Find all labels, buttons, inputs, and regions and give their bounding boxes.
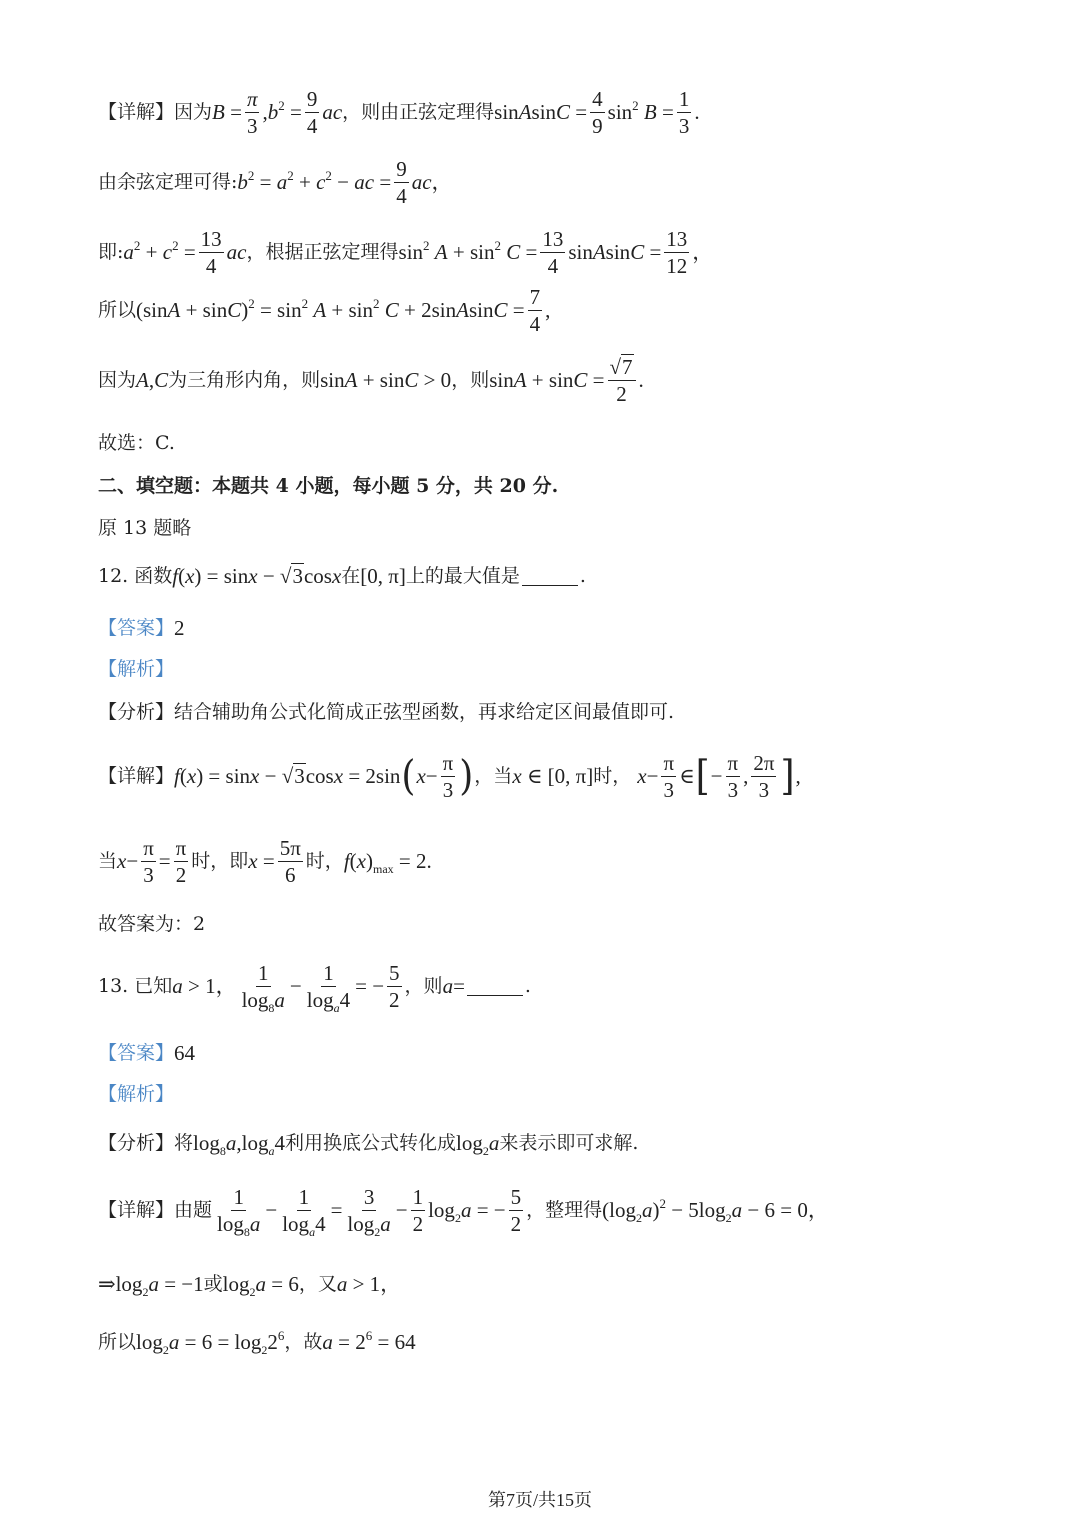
omit-note: 原 13 题略 <box>98 517 192 539</box>
formula: $(\log_2a)^2 - 5\log_2a - 6 = 0$， <box>602 1196 829 1226</box>
text: 为三角形内角，则 <box>168 369 321 392</box>
formula: f(x) = sinx − √3cosx <box>172 564 342 588</box>
fraction: $\frac{5\pi}{6}$ <box>279 836 301 888</box>
fraction: $\frac{\pi}{3}$ <box>143 836 154 888</box>
formula: $a = 2^6 = 64$ <box>322 1328 416 1354</box>
answer-value: 2 <box>174 616 185 640</box>
page-footer: 第7页/共15页 <box>487 1490 592 1510</box>
question-12: 12. 函数 f(x) = sinx − √3cosx 在 [0, π] 上的最大值是 . <box>98 564 586 588</box>
q13-analysis-tag: 【解析】 <box>98 1083 175 1105</box>
fraction: $\frac{13}{4}$ <box>542 227 564 279</box>
question-number: 12. <box>98 565 129 587</box>
q13-detail-1: 【详解】 由题 $\frac{1}{\log_8a}$ − $\frac{1}{\log_a4}$ = $\frac{3}{\log_2a}$ − $\frac{1}{2}$ $\log_2a$ = − $\frac{5}{2}$ ，整理得 $(\log_2a)^2 - 5\log_2a - 6 = 0$， <box>98 1185 829 1240</box>
formula: $f(x)_{max} = 2$. <box>343 849 432 877</box>
text: 结合辅助角公式化简成正弦型函数，再求给定区间最值即可. <box>174 701 675 723</box>
text: 时，即 <box>191 850 249 873</box>
fraction: $\frac{\pi}{3}$ <box>663 751 675 803</box>
answer-choice-line <box>98 434 175 453</box>
formula: f(x) = sinx − √3cosx = 2sin <box>174 764 401 789</box>
formula: $b^2 = a^2 + c^2$ − ac = <box>237 168 392 195</box>
fraction: $\frac{3}{\log_2a}$ <box>347 1185 391 1240</box>
formula: $a^2 + c^2$ = <box>123 238 196 265</box>
text: 函数 <box>134 565 173 587</box>
text: 时， <box>305 850 344 873</box>
text: 利用换底公式转化成 <box>284 1132 456 1154</box>
text: 故选：C. <box>98 432 175 454</box>
fraction: $\frac{1}{\log_8a}$ <box>217 1185 261 1240</box>
q12-analysis-tag: 【解析】 <box>98 658 175 680</box>
q13-detail-3 <box>98 1328 416 1357</box>
fraction: $\frac{9}{4}$ <box>396 157 407 209</box>
fraction: $\frac{\pi}{3}$ <box>246 87 258 139</box>
formula: $\log_2a = 6 = \log_22^6$ <box>136 1328 285 1357</box>
text: ，当 <box>474 765 513 788</box>
question-number: 13. <box>98 975 129 998</box>
text: 所以 <box>98 299 137 322</box>
detail-tag: 【详解】 <box>98 1199 175 1222</box>
text: 在 <box>341 565 361 587</box>
formula: B = <box>212 100 242 125</box>
answer-blank <box>522 567 578 586</box>
fraction: $\frac{13}{12}$ <box>666 227 688 279</box>
formula: [0, π] <box>360 564 406 588</box>
detail-tag: 【详解】 <box>98 765 175 788</box>
detail-line-3: 即: $a^2 + c^2$ = $\frac{13}{4}$ ac ，根据正弦定理得 $\sin^2 A + \sin^2 C$ = $\frac{13}{4}$ sinAsinC = $\frac{13}{12}$ ， <box>98 227 714 279</box>
q13-fenxi <box>98 1131 639 1158</box>
q12-answer <box>98 618 185 639</box>
text: 由余弦定理可得: <box>98 171 238 194</box>
fraction: $\frac{1}{\log_a4}$ <box>282 1185 326 1240</box>
detail-line-5: 因为 A , C 为三角形内角，则 sinA + sinC > 0 ，则 sinA + sinC = $\frac{√7}{2}$ . <box>98 355 644 407</box>
q13-detail-2 <box>98 1272 402 1299</box>
text: 或 <box>203 1273 223 1295</box>
formula: x ∈ [0, π] <box>512 764 594 789</box>
formula: sinAsinC = <box>494 100 588 125</box>
q13-answer <box>98 1043 195 1064</box>
fraction: $\frac{1}{\log_a4}$ <box>306 961 351 1016</box>
q12-fenxi <box>98 703 674 722</box>
formula: a > 1， <box>172 974 237 999</box>
text: ，则由正弦定理得 <box>342 101 495 124</box>
formula: $\sin^2 A + \sin^2 C$ = <box>398 238 538 265</box>
detail-line-1: 【详解】 因为 B = $\frac{\pi}{3}$ $,b^2$ = $\frac{9}{4}$ ac ，则由正弦定理得 sinAsinC = $\frac{4}{9}$ $\sin^2 B$ = $\frac{1}{3}$ . <box>98 87 700 139</box>
fraction: $\frac{4}{9}$ <box>592 87 603 139</box>
text: ，故 <box>284 1331 323 1353</box>
answer-tag: 【答案】 <box>98 617 175 639</box>
text: ，则 <box>451 369 490 392</box>
fraction: $\frac{5}{2}$ <box>510 1185 522 1237</box>
formula: $,b^2$ = <box>262 98 302 125</box>
answer-tag: 【答案】 <box>98 1042 175 1064</box>
section-title: 二、填空题：本题共 4 小题，每小题 5 分，共 20 分. <box>98 475 559 497</box>
formula: $\sin^2 B$ = <box>607 98 674 125</box>
text: 所以 <box>98 1331 137 1353</box>
formula: a > 1， <box>336 1272 402 1296</box>
fraction: $\frac{13}{4}$ <box>200 227 222 279</box>
q12-final: 故答案为：2 <box>98 913 206 935</box>
fraction: $\frac{7}{4}$ <box>529 285 541 337</box>
formula: ac <box>322 100 343 125</box>
q12-detail-2: 当 x − $\frac{\pi}{3}$ = $\frac{\pi}{2}$ 时，即 x = $\frac{5\pi}{6}$ 时， $f(x)_{max} = 2$. <box>98 836 432 888</box>
text: 上的最大值是 <box>405 565 520 587</box>
fenxi-tag: 【分析】 <box>98 1132 175 1154</box>
text: 将 <box>174 1132 194 1154</box>
text: 由题 <box>174 1199 213 1222</box>
fraction: $\frac{1}{3}$ <box>678 87 690 139</box>
detail-line-4: 所以 $(\sin A + \sin C)^2 = \sin^2 A + \sin^2 C$ + 2sinAsinC = $\frac{7}{4}$ , <box>98 285 551 337</box>
text: ，根据正弦定理得 <box>246 241 399 264</box>
fraction: $\frac{2\pi}{3}$ <box>753 751 775 803</box>
fraction: $\frac{√7}{2}$ <box>608 356 636 405</box>
formula: $(\sin A + \sin C)^2 = \sin^2 A + \sin^2 C$ + 2sinAsinC = <box>136 296 525 323</box>
formula: A <box>136 368 149 393</box>
q12-detail-1: 【详解】 f(x) = sinx − √3cosx = 2sin ( x − $\frac{\pi}{3}$ ) ，当 x ∈ [0, π] 时， x − $\frac{\pi}{3}$ ∈ [ − $\frac{\pi}{3}$ , $\frac{2\pi}{3}$ ] , <box>98 751 801 803</box>
text: 已知 <box>134 975 173 998</box>
answer-blank <box>467 977 523 996</box>
fenxi-tag: 【分析】 <box>98 701 175 723</box>
formula: sinA + sinC = <box>489 368 605 393</box>
text: 因为 <box>98 369 137 392</box>
detail-line-2: 由余弦定理可得: $b^2 = a^2 + c^2$ − ac = $\frac{9}{4}$ ac ， <box>98 157 453 209</box>
text: 即: <box>98 241 124 264</box>
fraction: $\frac{1}{2}$ <box>412 1185 424 1237</box>
text: 因为 <box>174 101 213 124</box>
question-13: 13. 已知 a > 1， $\frac{1}{\log_8a}$ − $\frac{1}{\log_a4}$ = − $\frac{5}{2}$ ，则 a = . <box>98 961 531 1016</box>
fraction: $\frac{\pi}{3}$ <box>727 751 739 803</box>
formula: $\log_2a$ <box>455 1131 500 1158</box>
formula: sinA + sinC > 0 <box>320 368 452 393</box>
formula: $\log_8a,\log_a4$ <box>193 1131 285 1158</box>
fraction: $\frac{\pi}{3}$ <box>442 751 454 803</box>
text: ，整理得 <box>526 1199 603 1222</box>
text: ，则 <box>404 975 443 998</box>
fraction: $\frac{9}{4}$ <box>306 87 318 139</box>
text: 当 <box>98 850 118 873</box>
fraction: $\frac{\pi}{2}$ <box>175 836 187 888</box>
text: 时， <box>593 765 632 788</box>
text: ，又 <box>298 1273 337 1295</box>
formula: $\Rightarrow\log_2a = -1$ <box>98 1272 204 1299</box>
fraction: $\frac{5}{2}$ <box>389 961 400 1013</box>
fraction: $\frac{1}{\log_8a}$ <box>241 961 285 1016</box>
formula: $\log_2a = 6$ <box>222 1272 299 1299</box>
answer-value: 64 <box>174 1041 196 1065</box>
detail-tag: 【详解】 <box>98 101 175 124</box>
text: 来表示即可求解. <box>499 1132 639 1154</box>
